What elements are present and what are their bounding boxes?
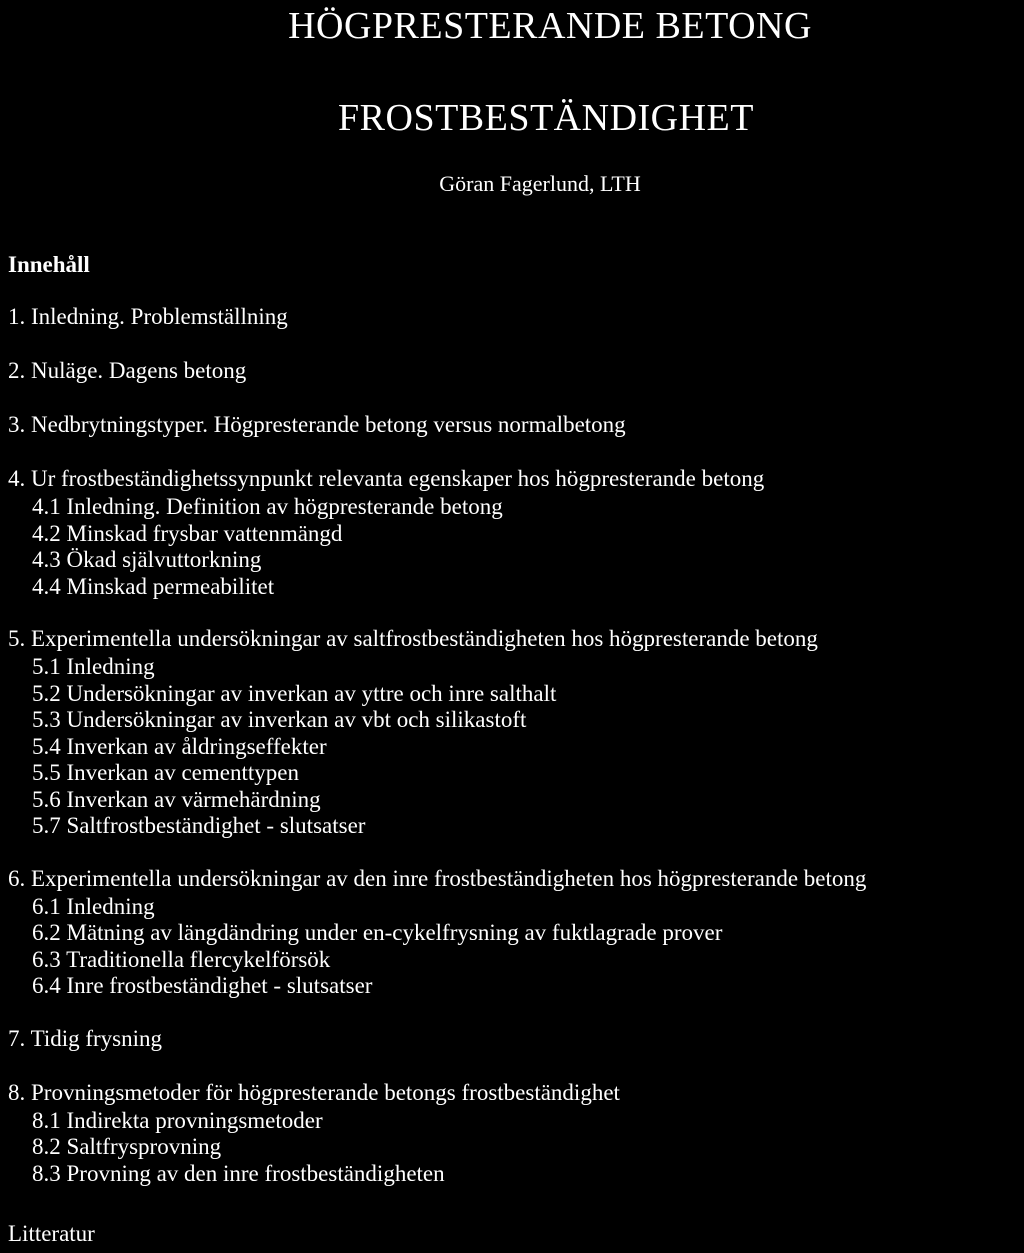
toc-entry: 1. Inledning. Problemställning (8, 304, 288, 329)
toc-entry: 3. Nedbrytningstyper. Högpresterande betong versus normalbetong (8, 412, 626, 437)
document-title-line-2: FROSTBESTÄNDIGHET (338, 97, 754, 139)
toc-subentry: 6.2 Mätning av längdändring under en-cykelfrysning av fuktlagrade prover (32, 920, 723, 945)
toc-subentry: 5.5 Inverkan av cementtypen (32, 760, 299, 785)
toc-entry: 8. Provningsmetoder för högpresterande betongs frostbeständighet (8, 1079, 620, 1105)
document-author: Göran Fagerlund, LTH (439, 171, 641, 196)
toc-heading: Innehåll (8, 252, 90, 277)
toc-entry: 6. Experimentella undersökningar av den inre frostbeständigheten hos högpresterande betong (8, 865, 867, 891)
toc-subentry: 4.4 Minskad permeabilitet (32, 573, 275, 599)
toc-subentry: 5.4 Inverkan av åldringseffekter (32, 733, 327, 759)
toc-subentry: 5.6 Inverkan av värmehärdning (32, 786, 321, 812)
toc-section (8, 464, 1024, 600)
toc-subentry: 8.3 Provning av den inre frostbeständigheten (32, 1160, 445, 1186)
toc-subentry: 6.1 Inledning (32, 893, 155, 919)
toc-subentry: 8.2 Saltfrysprovning (32, 1134, 222, 1159)
toc-section (8, 410, 1024, 440)
toc-section (8, 1024, 1024, 1054)
toc-entry: 4. Ur frostbeständighetssynpunkt relevanta egenskaper hos högpresterande betong (8, 466, 765, 491)
toc-entry: 7. Tidig frysning (8, 1025, 163, 1051)
toc-subentry: 5.1 Inledning (32, 654, 155, 679)
toc-section (8, 356, 1024, 386)
toc-subentry: 5.2 Undersökningar av inverkan av yttre och inre salthalt (32, 680, 557, 706)
toc-section (8, 624, 1024, 840)
toc-subentry: 4.1 Inledning. Definition av högpresterande betong (32, 494, 503, 519)
toc-subentry: 8.1 Indirekta provningsmetoder (32, 1107, 323, 1133)
toc-subentry: 4.3 Ökad självuttorkning (32, 547, 262, 572)
toc-subentry: 6.4 Inre frostbeständighet - slutsatser (32, 973, 373, 998)
toc-subentry: 5.7 Saltfrostbeständighet - slutsatser (32, 813, 366, 838)
toc-section (8, 302, 1024, 332)
toc-section (8, 1078, 1024, 1188)
toc-subentry: 5.3 Undersökningar av inverkan av vbt och silikastoft (32, 707, 527, 732)
toc-subentry: 6.3 Traditionella flercykelförsök (32, 946, 331, 972)
toc-section (8, 864, 1024, 1000)
toc-subentry: 4.2 Minskad frysbar vattenmängd (32, 520, 343, 546)
document-title-line-1: HÖGPRESTERANDE BETONG (288, 5, 812, 47)
toc-entry: 5. Experimentella undersökningar av saltfrostbeständigheten hos högpresterande betong (8, 626, 818, 651)
toc-entry-literature: Litteratur (8, 1221, 95, 1246)
toc-entry: 2. Nuläge. Dagens betong (8, 358, 247, 383)
table-of-contents (8, 302, 1024, 1187)
